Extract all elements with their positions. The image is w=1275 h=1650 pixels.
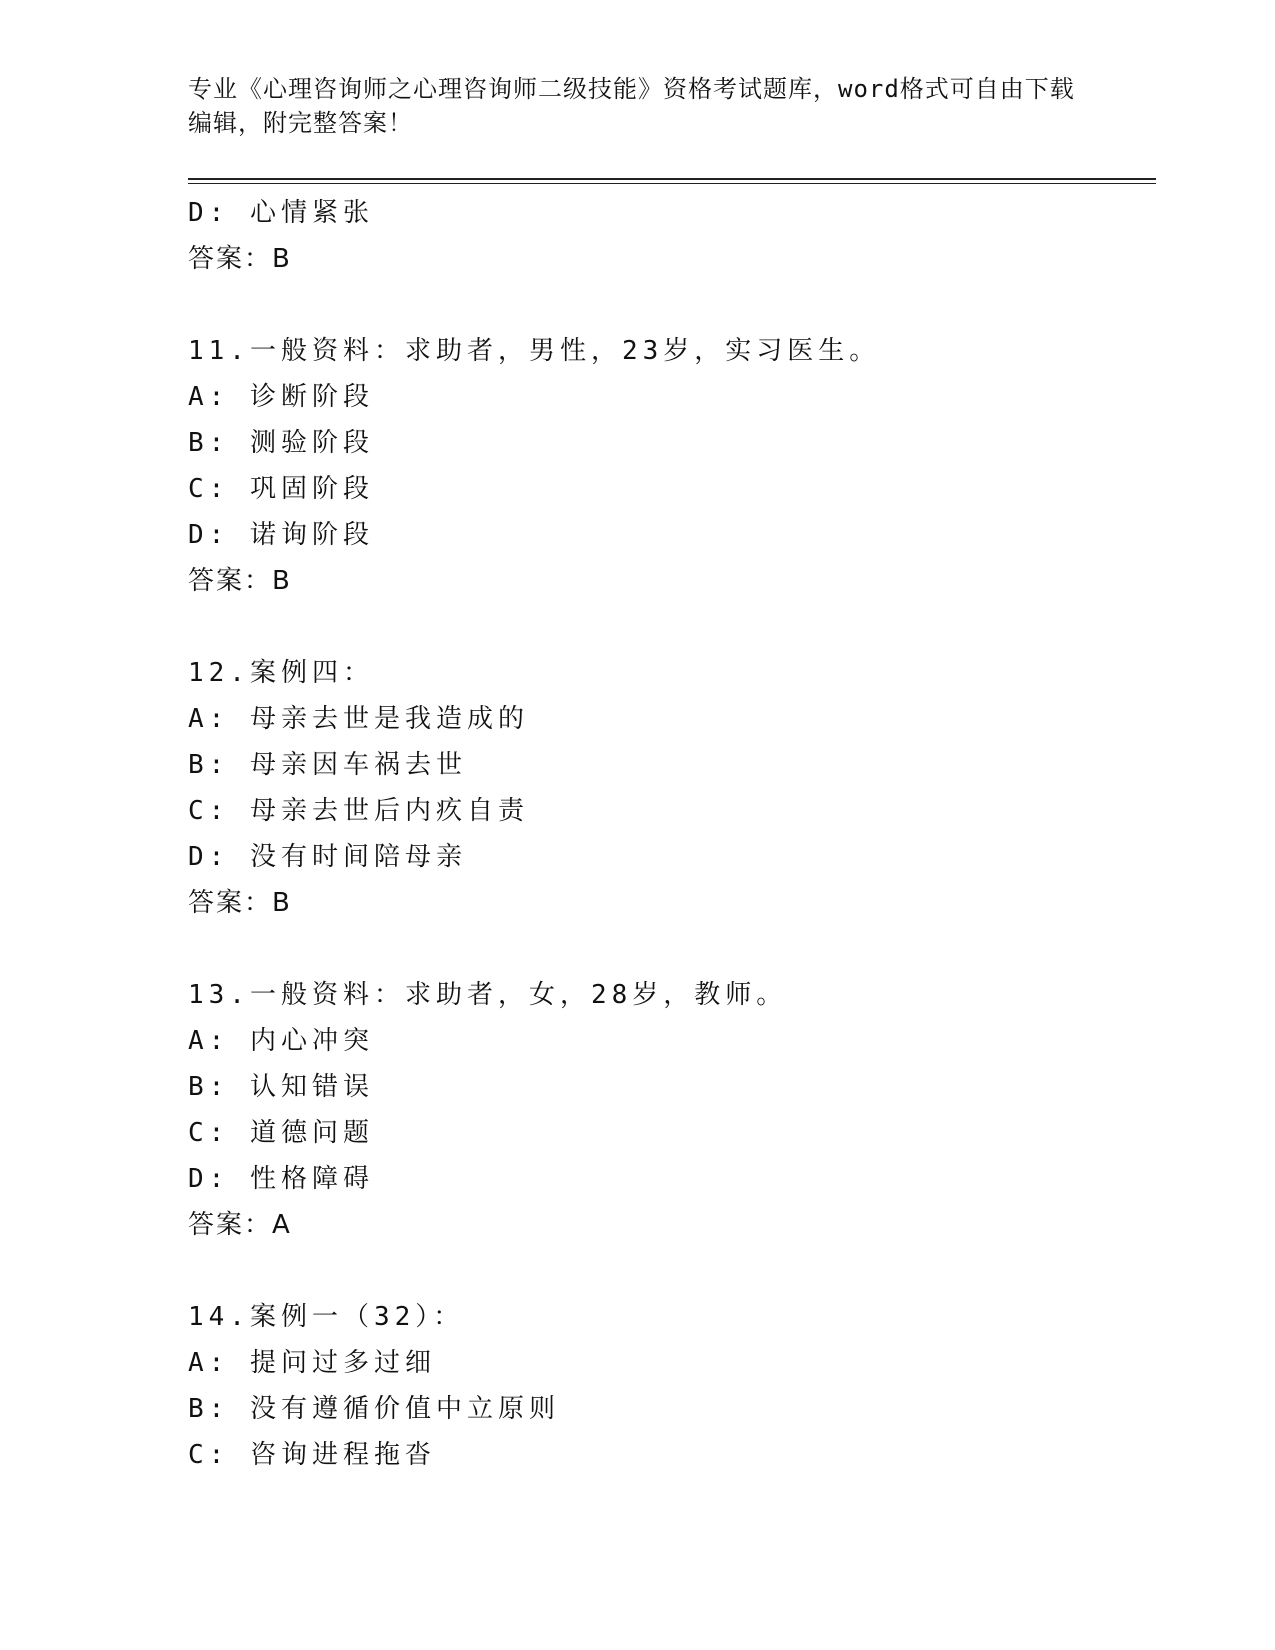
header-divider — [188, 178, 1156, 184]
option-a: A: 母亲去世是我造成的 — [188, 704, 529, 734]
answer-line: 答案：A — [188, 1210, 292, 1240]
question-12 — [188, 650, 1148, 926]
option-c: C: 母亲去世后内疚自责 — [188, 796, 529, 826]
answer-line: 答案：B — [188, 566, 292, 596]
answer-line: 答案：B — [188, 888, 292, 918]
answer-line: 答案：B — [188, 244, 292, 274]
question-14 — [188, 1294, 1148, 1478]
question-stem: 11.一般资料：求助者，男性，23岁，实习医生。 — [188, 336, 881, 366]
spacer — [188, 1248, 1148, 1294]
spacer — [188, 604, 1148, 650]
document-header — [188, 72, 1088, 140]
option-b: B: 母亲因车祸去世 — [188, 750, 467, 780]
question-11 — [188, 328, 1148, 604]
document-body — [188, 190, 1148, 1478]
option-c: C: 巩固阶段 — [188, 474, 374, 504]
option-b: B: 没有遵循价值中立原则 — [188, 1394, 560, 1424]
option-a: A: 内心冲突 — [188, 1026, 374, 1056]
option-b: B: 认知错误 — [188, 1072, 374, 1102]
question-stem: 14.案例一（32）： — [188, 1302, 465, 1332]
spacer — [188, 282, 1148, 328]
question-13 — [188, 972, 1148, 1248]
spacer — [188, 926, 1148, 972]
option-c: C: 咨询进程拖沓 — [188, 1440, 436, 1470]
question-stem: 12.案例四： — [188, 658, 374, 688]
option-b: B: 测验阶段 — [188, 428, 374, 458]
question-stem: 13.一般资料：求助者，女，28岁，教师。 — [188, 980, 788, 1010]
option-a: A: 提问过多过细 — [188, 1348, 436, 1378]
option-c: C: 道德问题 — [188, 1118, 374, 1148]
header-line-1: 专业《心理咨询师之心理咨询师二级技能》资格考试题库，word格式可自由下载 — [188, 75, 1075, 103]
option-a: A: 诊断阶段 — [188, 382, 374, 412]
option-d: D: 心情紧张 — [188, 198, 374, 228]
option-d: D: 诺询阶段 — [188, 520, 374, 550]
option-d: D: 没有时间陪母亲 — [188, 842, 467, 872]
header-line-2: 编辑，附完整答案！ — [188, 109, 413, 137]
option-d: D: 性格障碍 — [188, 1164, 374, 1194]
